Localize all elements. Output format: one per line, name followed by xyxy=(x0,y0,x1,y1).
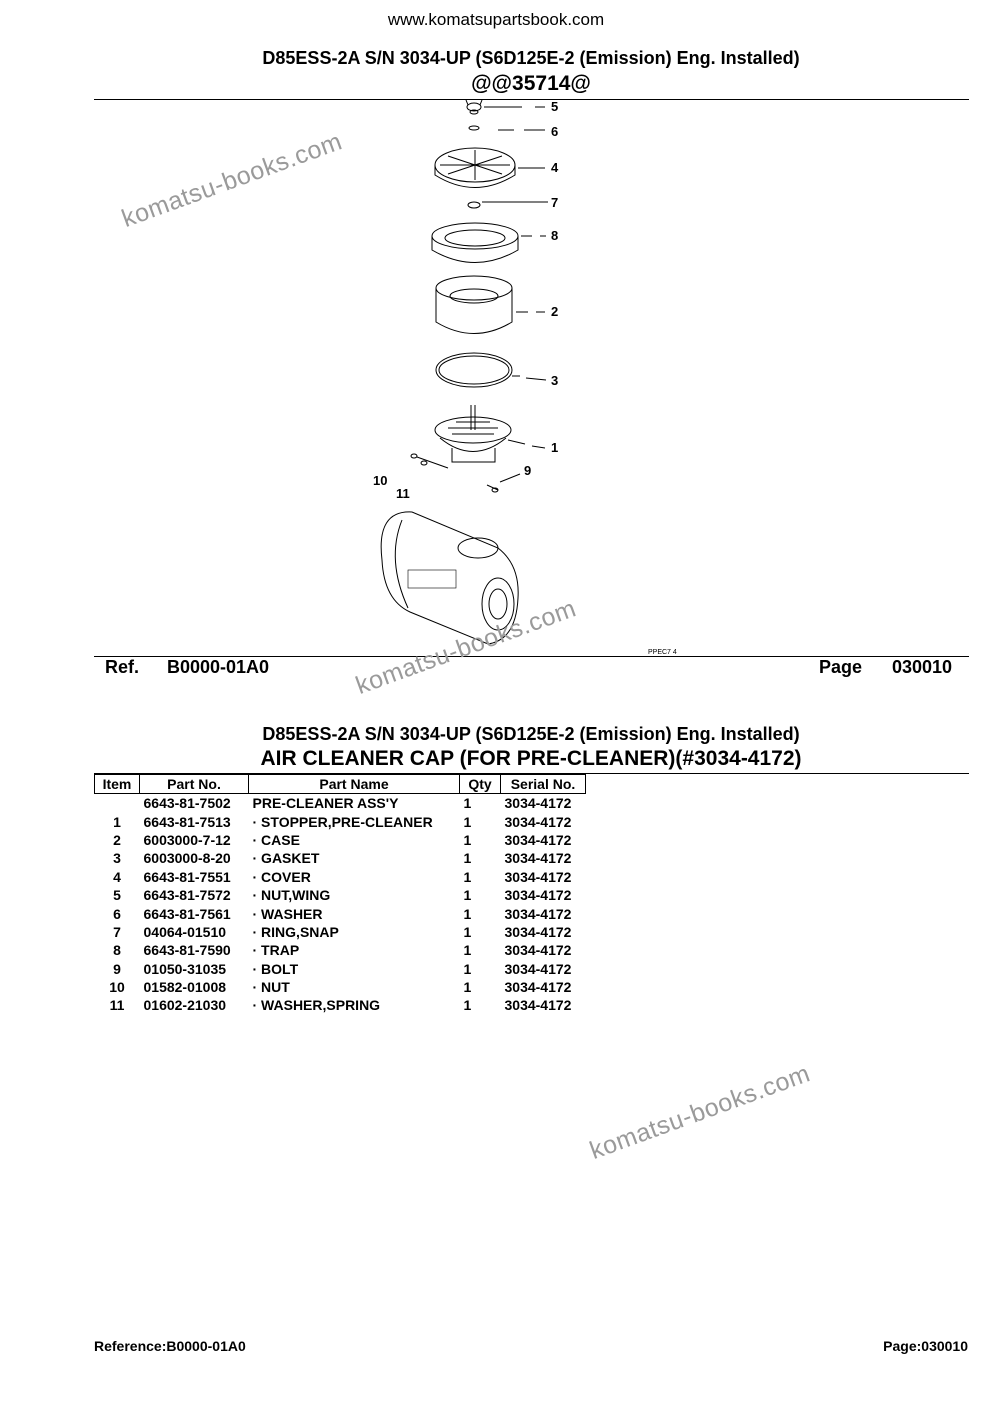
cell-part-name: · WASHER xyxy=(252,905,323,922)
col-header-part-no: Part No. xyxy=(140,775,249,794)
col-header-part-name: Part Name xyxy=(249,775,460,794)
callout-7: 7 xyxy=(551,195,559,210)
cell-part-no: 01602-21030 xyxy=(143,997,227,1014)
callout-11: 11 xyxy=(396,486,410,501)
table-row xyxy=(95,831,586,849)
cell-serial: 3034-4172 xyxy=(504,887,572,904)
cell-part-name: · BOLT xyxy=(252,960,299,977)
cell-item: 11 xyxy=(109,997,125,1014)
table-row xyxy=(95,794,586,813)
catalog-code: @@35714@ xyxy=(471,72,591,95)
case-part xyxy=(436,276,512,334)
table-row xyxy=(95,849,586,867)
callout-5: 5 xyxy=(551,100,559,114)
snap-ring-part xyxy=(468,202,480,208)
cell-part-no: 01050-31035 xyxy=(143,960,227,977)
col-header-serial: Serial No. xyxy=(501,775,586,794)
cell-qty: 1 xyxy=(463,831,472,848)
trap-part xyxy=(432,223,518,263)
cell-item: 7 xyxy=(113,923,121,940)
cell-serial: 3034-4172 xyxy=(504,795,572,812)
table-row xyxy=(95,978,586,996)
table-row xyxy=(95,960,586,978)
watermark-2: komatsu-books.com xyxy=(352,594,580,701)
wing-nut-part xyxy=(466,100,482,114)
cell-qty: 1 xyxy=(463,997,472,1014)
table-row xyxy=(95,904,586,922)
cell-part-no: 04064-01510 xyxy=(143,923,227,940)
cell-part-name: · WASHER,SPRING xyxy=(252,997,381,1014)
table-header-row xyxy=(95,775,586,794)
cell-item: 4 xyxy=(113,868,121,885)
cell-item: 3 xyxy=(113,850,121,867)
callout-6: 6 xyxy=(551,124,559,139)
section-title: AIR CLEANER CAP (FOR PRE-CLEANER)(#3034-4172) xyxy=(260,747,802,770)
cell-part-no: 6643-81-7551 xyxy=(143,868,231,885)
callout-1: 1 xyxy=(551,440,559,455)
cell-item: 2 xyxy=(113,831,121,848)
cell-part-no: 6643-81-7561 xyxy=(143,905,231,922)
cell-item: 6 xyxy=(113,905,121,922)
cell-part-no: 6643-81-7502 xyxy=(143,795,231,812)
cell-serial: 3034-4172 xyxy=(504,942,572,959)
callout-3: 3 xyxy=(551,373,559,388)
table-row xyxy=(95,812,586,830)
cell-item: 8 xyxy=(113,942,121,959)
washer-part xyxy=(469,126,479,130)
cell-serial: 3034-4172 xyxy=(504,813,572,830)
callout-2: 2 xyxy=(551,304,559,319)
watermark-3: komatsu-books.com xyxy=(586,1059,814,1166)
callout-8: 8 xyxy=(551,228,559,243)
cell-part-name: · CASE xyxy=(252,831,300,848)
callout-10: 10 xyxy=(373,473,388,488)
cell-serial: 3034-4172 xyxy=(504,905,572,922)
callout-9: 9 xyxy=(524,463,532,478)
cell-qty: 1 xyxy=(463,942,472,959)
table-row xyxy=(95,868,586,886)
parts-table-body xyxy=(95,794,586,1015)
model-title: D85ESS-2A S/N 3034-UP (S6D125E-2 (Emission) Eng. Installed) xyxy=(262,48,800,68)
col-header-item: Item xyxy=(95,775,140,794)
table-row xyxy=(95,996,586,1014)
cell-part-no: 6643-81-7513 xyxy=(143,813,231,830)
cell-part-no: 6643-81-7590 xyxy=(143,942,231,959)
parts-table xyxy=(94,774,586,1015)
cell-part-name: · NUT xyxy=(252,979,290,996)
nut-washer-part xyxy=(411,454,448,468)
watermark-1: komatsu-books.com xyxy=(118,127,346,234)
stopper-part xyxy=(435,405,511,462)
footer-reference: Reference:B0000-01A0 xyxy=(94,1338,246,1354)
cell-qty: 1 xyxy=(463,868,472,885)
page-label: Page xyxy=(819,657,863,677)
cell-qty: 1 xyxy=(463,850,472,867)
cell-item: 1 xyxy=(113,813,121,830)
footer-page: Page:030010 xyxy=(883,1338,968,1354)
cover-part xyxy=(435,148,515,188)
table-row xyxy=(95,886,586,904)
gasket-part xyxy=(436,353,512,387)
bolt-part xyxy=(487,485,498,492)
cell-serial: 3034-4172 xyxy=(504,868,572,885)
ref-label: Ref. xyxy=(105,657,140,677)
cell-qty: 1 xyxy=(463,979,472,996)
ref-value: B0000-01A0 xyxy=(167,657,270,677)
cell-part-no: 6003000-7-12 xyxy=(143,831,231,848)
col-header-qty: Qty xyxy=(460,775,501,794)
table-row xyxy=(95,923,586,941)
cell-part-name: · TRAP xyxy=(252,942,300,959)
cell-item: 10 xyxy=(109,979,125,996)
cell-qty: 1 xyxy=(463,795,472,812)
cell-serial: 3034-4172 xyxy=(504,979,572,996)
cell-qty: 1 xyxy=(463,887,472,904)
cell-serial: 3034-4172 xyxy=(504,960,572,977)
cell-part-name: · NUT,WING xyxy=(252,887,331,904)
cell-part-name: PRE-CLEANER ASS'Y xyxy=(252,795,399,812)
cell-item: 5 xyxy=(113,887,121,904)
page-value: 030010 xyxy=(892,657,953,677)
cell-item xyxy=(95,794,140,813)
cell-qty: 1 xyxy=(463,960,472,977)
cell-part-no: 01582-01008 xyxy=(143,979,227,996)
section-model-title: D85ESS-2A S/N 3034-UP (S6D125E-2 (Emission) Eng. Installed) xyxy=(262,724,800,744)
cell-serial: 3034-4172 xyxy=(504,831,572,848)
cell-part-name: · STOPPER,PRE-CLEANER xyxy=(252,813,433,830)
cell-part-name: · RING,SNAP xyxy=(252,923,339,940)
cell-serial: 3034-4172 xyxy=(504,850,572,867)
site-url: www.komatsupartsbook.com xyxy=(387,10,605,29)
figure-code: PPEC7 4 xyxy=(648,649,677,656)
cell-part-no: 6003000-8-20 xyxy=(143,850,231,867)
cell-serial: 3034-4172 xyxy=(504,997,572,1014)
cell-qty: 1 xyxy=(463,905,472,922)
cell-part-name: · GASKET xyxy=(252,850,320,867)
cell-qty: 1 xyxy=(463,923,472,940)
cell-serial: 3034-4172 xyxy=(504,923,572,940)
callout-4: 4 xyxy=(551,160,559,175)
table-row xyxy=(95,941,586,959)
cell-part-no: 6643-81-7572 xyxy=(143,887,231,904)
cell-item: 9 xyxy=(113,960,121,977)
cell-qty: 1 xyxy=(463,813,472,830)
cell-part-name: · COVER xyxy=(252,868,311,885)
